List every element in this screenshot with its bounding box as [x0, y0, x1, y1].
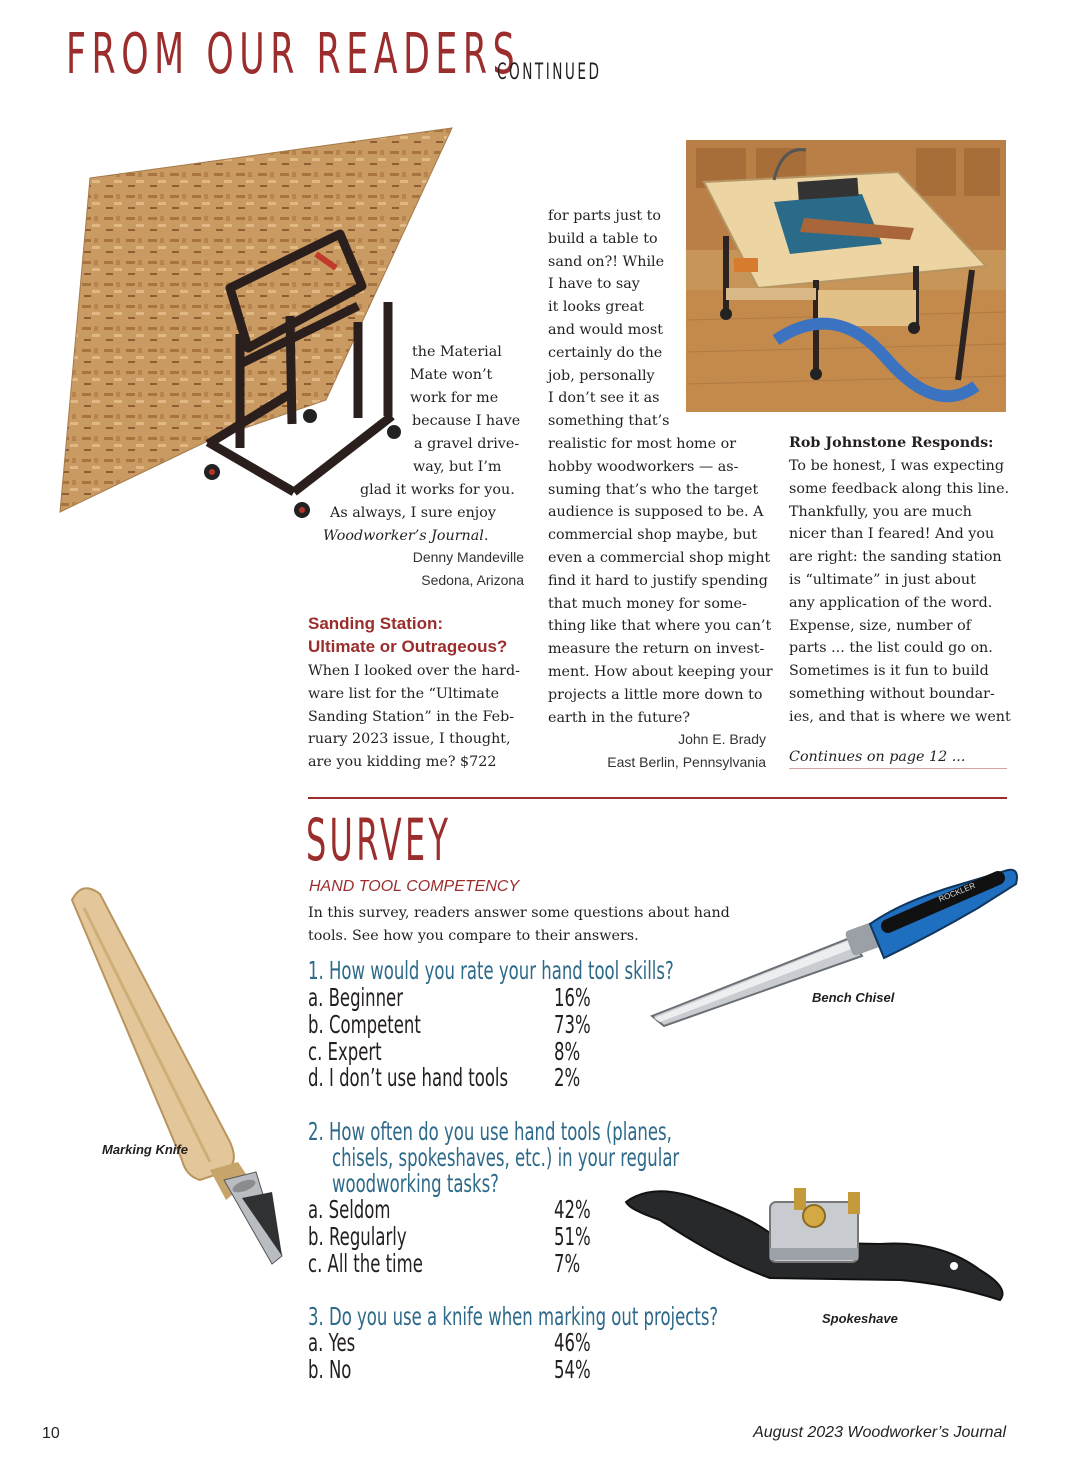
response-line: nicer than I feared! And you [789, 526, 995, 543]
question-2: woodworking tasks? [332, 1169, 499, 1198]
letter2-col2 [548, 205, 773, 729]
answer-label: c. All the time [308, 1249, 423, 1278]
answer-pct: 2% [554, 1063, 581, 1092]
letter2-line: even a commercial shop might [548, 549, 771, 566]
letter2-line: suming that’s who the target [548, 481, 759, 498]
answer-pct: 54% [554, 1355, 591, 1384]
letter2-line: and would most [548, 321, 663, 338]
letter2-line: I don’t see it as [548, 390, 660, 407]
answer-pct: 8% [554, 1037, 581, 1066]
continues-link[interactable]: Continues on page 12 ... [789, 749, 966, 765]
chisel-brand-mark: ROCKLER [937, 881, 977, 904]
question-1: 1. How would you rate your hand tool skills? [308, 956, 674, 985]
letter2-heading: Sanding Station: [308, 614, 444, 633]
letter1-line: work for me [410, 390, 499, 406]
letter2-line: ruary 2023 issue, I thought, [308, 731, 511, 748]
letter2-line: realistic for most home or [548, 435, 737, 452]
answer-pct: 42% [554, 1195, 591, 1224]
letter1-line: way, but I’m [413, 459, 502, 475]
letter2-line: something that’s [548, 413, 670, 430]
survey-title: SURVEY [306, 806, 452, 874]
response-heading: Rob Johnstone Responds: [789, 435, 994, 451]
bench-chisel-photo [648, 866, 1020, 1046]
letter1-line: As always, I sure enjoy [330, 505, 496, 521]
letter2-line: hobby woodworkers — as- [548, 458, 739, 475]
marking-knife-caption: Marking Knife [102, 1142, 188, 1157]
letter1-signature-place: Sedona, Arizona [421, 572, 524, 588]
letter2-line: build a table to [548, 230, 658, 247]
letter2-line: that much money for some- [548, 595, 747, 612]
continues-underline [789, 768, 1007, 769]
letter2-line: certainly do the [548, 344, 663, 361]
answer-label: c. Expert [308, 1037, 382, 1066]
letter2-line: it looks great [548, 299, 644, 316]
letter2-line: for parts just to [548, 208, 662, 224]
letter2-heading: Ultimate or Outrageous? [308, 637, 508, 656]
response-line: is “ultimate” in just about [789, 571, 976, 588]
letter2-col1 [308, 660, 520, 774]
letter2-line: find it hard to justify spending [548, 572, 768, 589]
magazine-name: Woodworker’s Journal [323, 528, 484, 544]
question-3: 3. Do you use a knife when marking out projects? [308, 1302, 719, 1331]
letter1-line: a gravel drive- [414, 436, 520, 452]
letter2-line: Sanding Station” in the Feb- [308, 708, 515, 725]
letter2-line: earth in the future? [548, 709, 691, 726]
letter2-line: audience is supposed to be. A [548, 504, 764, 521]
page-number: 10 [42, 1425, 60, 1442]
response-line: Sometimes is it fun to build [789, 663, 989, 680]
answer-pct: 51% [554, 1222, 591, 1251]
question-2: chisels, spokeshaves, etc.) in your regular [332, 1143, 680, 1172]
response-line: To be honest, I was expecting [789, 458, 1005, 474]
letter2-line: measure the return on invest- [548, 641, 765, 658]
answer-label: a. Beginner [308, 983, 403, 1012]
issue-footer: August 2023 Woodworker’s Journal [753, 1424, 1006, 1441]
answer-pct: 16% [554, 983, 591, 1012]
response-line: some feedback along this line. [789, 480, 1010, 497]
spokeshave-photo [620, 1180, 1012, 1306]
letter1-line: Mate won’t [410, 367, 493, 383]
letter2-line: I have to say [548, 276, 640, 293]
response-line: any application of the word. [789, 594, 993, 611]
answer-label: a. Seldom [308, 1195, 391, 1224]
question-2: 2. How often do you use hand tools (planes, [308, 1117, 672, 1146]
survey-intro-line: In this survey, readers answer some questions about hand [308, 905, 730, 921]
letter2-line: sand on?! While [548, 253, 665, 270]
letter1-line: because I have [412, 413, 521, 429]
continued-label: CONTINUED [497, 60, 602, 85]
letter2-line: projects a little more down to [548, 686, 763, 703]
answer-label: b. Competent [308, 1010, 421, 1039]
letter1-magazine-line [323, 525, 488, 548]
answer-pct: 46% [554, 1328, 591, 1357]
letter2-line: thing like that where you can’t [548, 618, 772, 635]
answer-label: b. Regularly [308, 1222, 407, 1251]
letter2-signature-name: John E. Brady [678, 731, 766, 747]
letter2-line: When I looked over the hard- [308, 663, 520, 679]
letter2-line: ware list for the “Ultimate [308, 685, 500, 702]
spokeshave-caption: Spokeshave [822, 1311, 898, 1326]
letter1-line: glad it works for you. [360, 482, 515, 498]
answer-label: a. Yes [308, 1328, 356, 1357]
page-title: FROM OUR READERS [66, 22, 521, 87]
letter1-signature-name: Denny Mandeville [412, 549, 524, 565]
response-line: parts ... the list could go on. [789, 640, 993, 657]
magazine-period: . [483, 528, 489, 544]
response-body [789, 455, 1011, 729]
section-divider [308, 797, 1007, 799]
letter2-line: commercial shop maybe, but [548, 527, 758, 544]
response-line: ies, and that is where we went [789, 708, 1011, 725]
answer-pct: 7% [554, 1249, 581, 1278]
letter2-line: job, personally [548, 367, 655, 384]
material-mate-photo [58, 126, 458, 526]
letter1-line: the Material [412, 344, 502, 360]
bench-chisel-caption: Bench Chisel [812, 990, 895, 1005]
response-line: Thankfully, you are much [789, 503, 972, 520]
survey-intro-line: tools. See how you compare to their answers. [308, 928, 639, 944]
response-line: something without boundar- [789, 685, 995, 702]
answer-label: b. No [308, 1355, 352, 1384]
response-line: Expense, size, number of [789, 617, 972, 634]
answer-label: d. I don’t use hand tools [308, 1063, 509, 1092]
marking-knife-photo [60, 880, 292, 1280]
letter2-signature-place: East Berlin, Pennsylvania [607, 754, 766, 770]
letter2-line: are you kidding me? $722 [308, 754, 497, 771]
letter2-line: ment. How about keeping your [548, 663, 773, 680]
survey-subtitle: HAND TOOL COMPETENCY [309, 878, 520, 895]
answer-pct: 73% [554, 1010, 591, 1039]
response-line: are right: the sanding station [789, 549, 1002, 566]
